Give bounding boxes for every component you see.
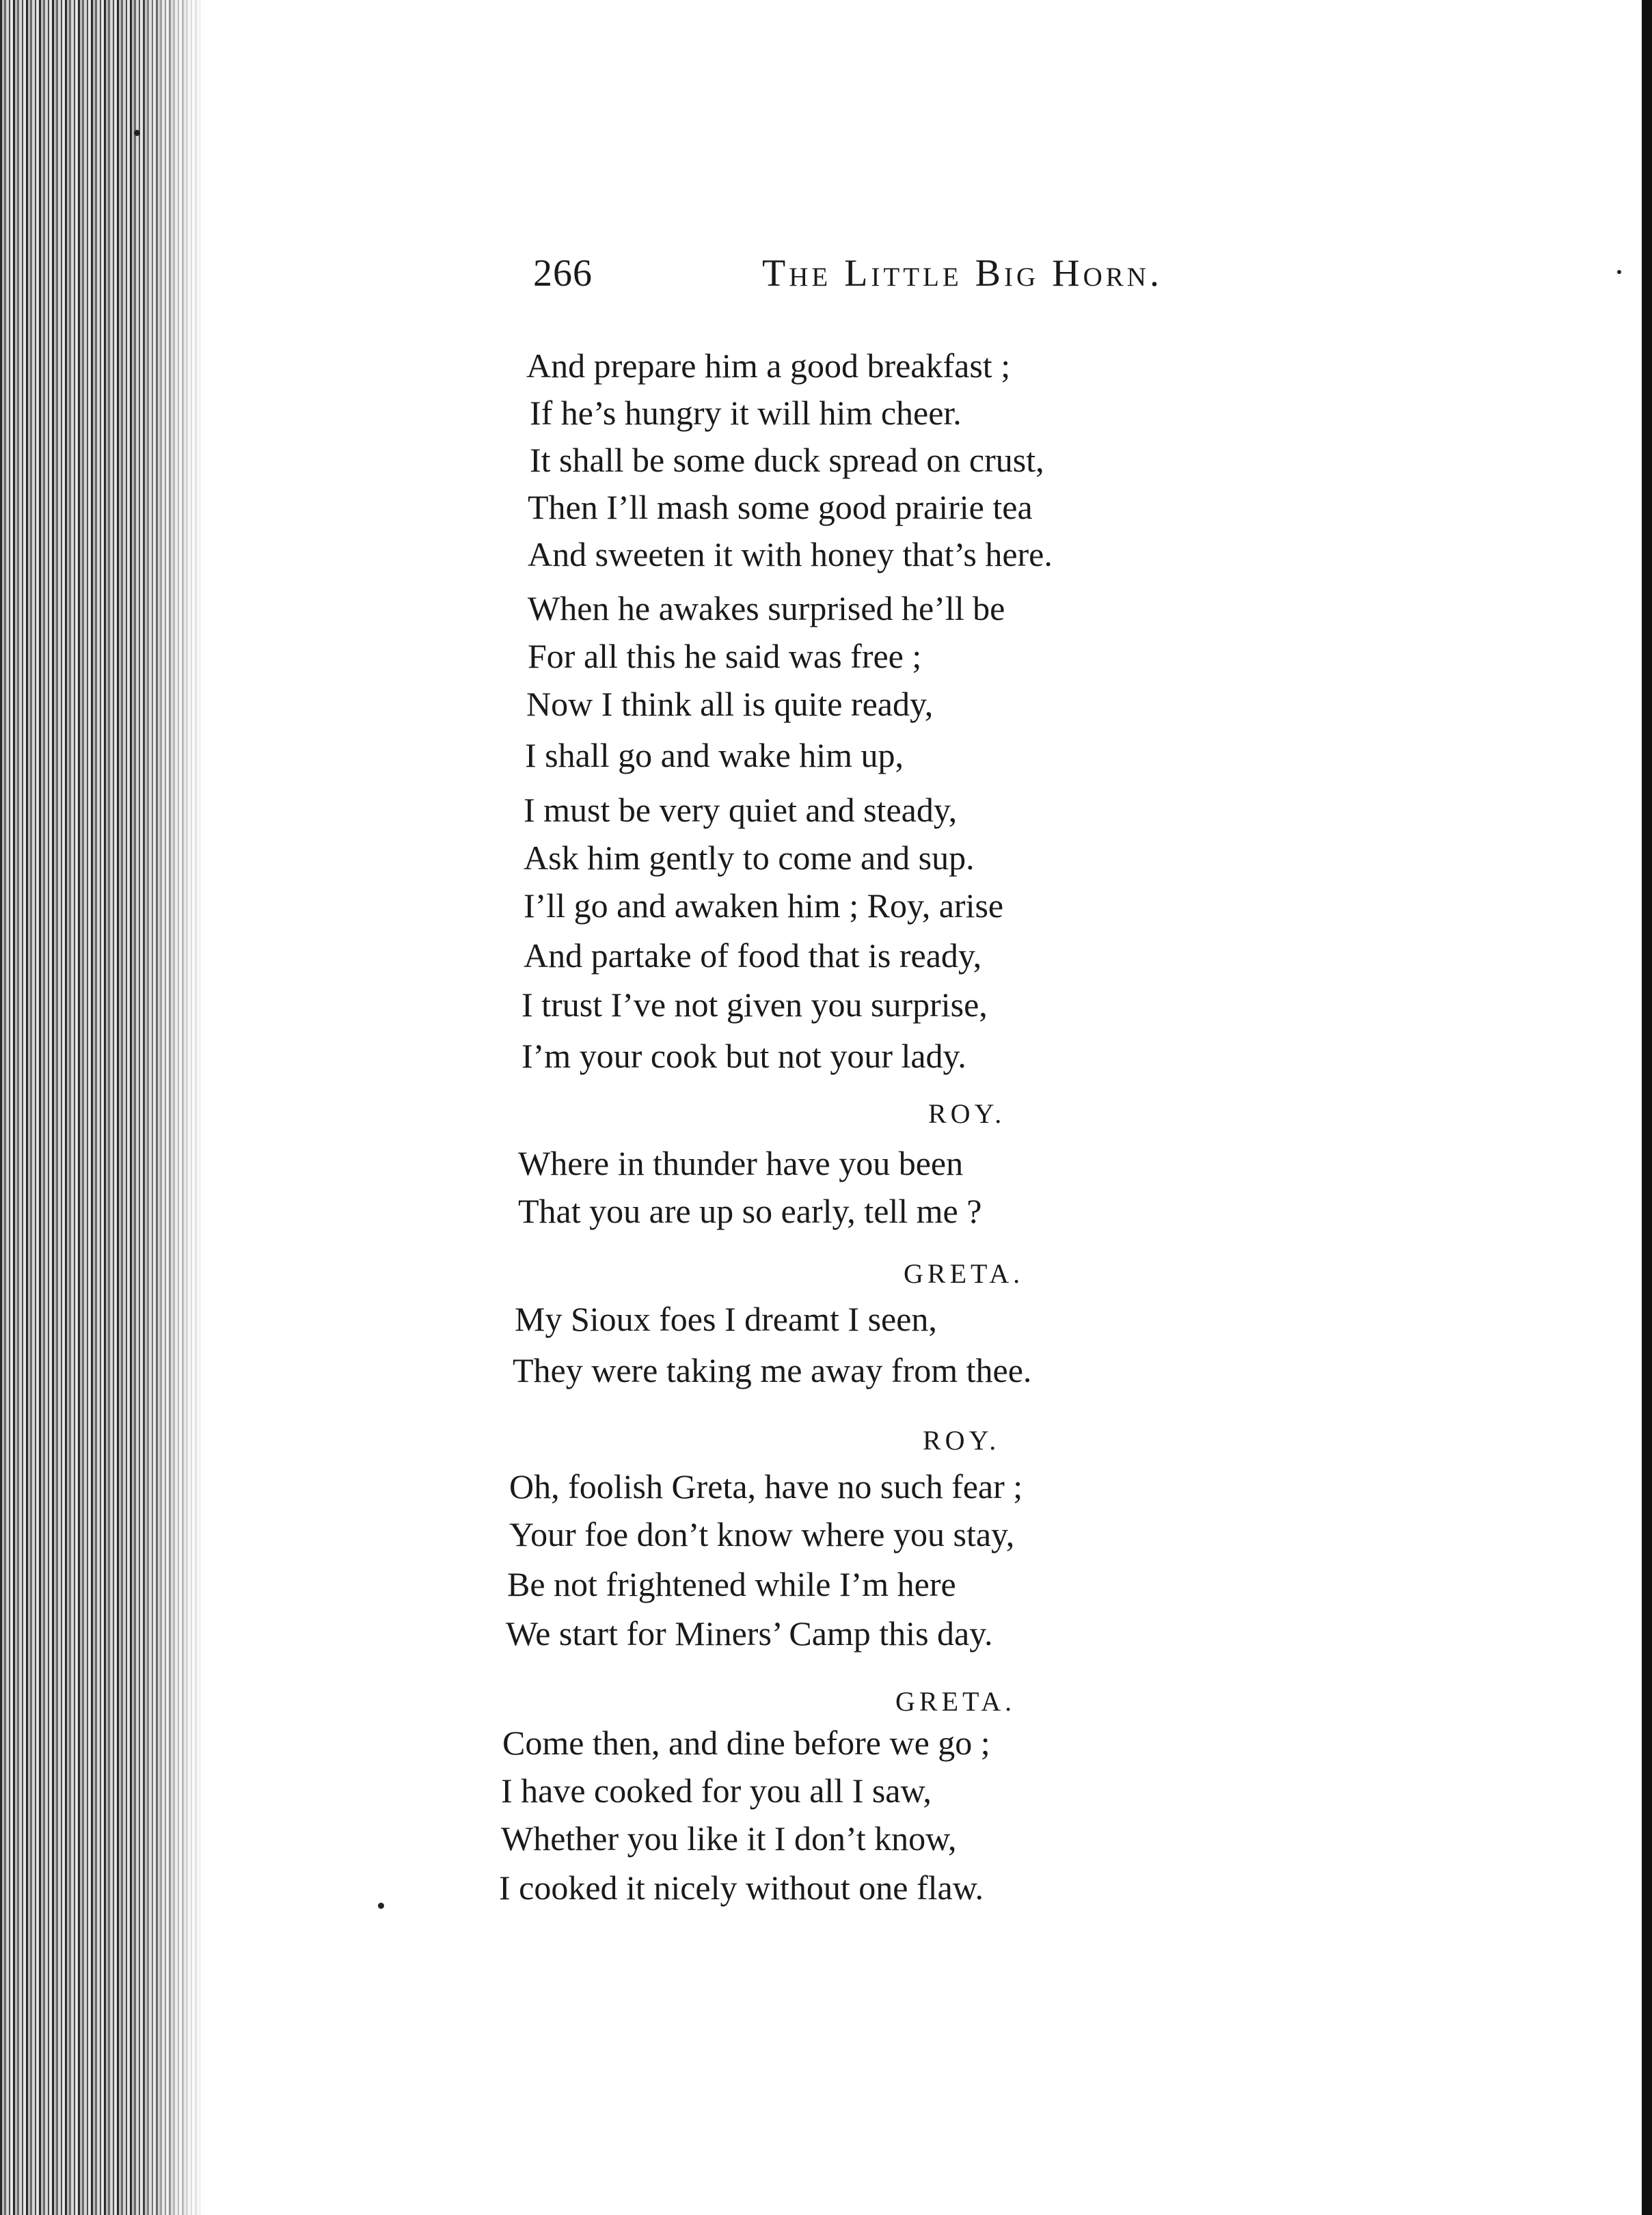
poem-line: Be not frightened while I’m here xyxy=(507,1565,956,1603)
poem-line: And partake of food that is ready, xyxy=(524,936,982,975)
poem-line: Then I’ll mash some good prairie tea xyxy=(528,488,1033,526)
poem-line: For all this he said was free ; xyxy=(528,637,922,675)
poem-line: Now I think all is quite ready, xyxy=(526,685,934,723)
poem-line: That you are up so early, tell me ? xyxy=(518,1192,982,1230)
poem-line: We start for Miners’ Camp this day. xyxy=(506,1614,993,1653)
page-number: 266 xyxy=(533,252,593,295)
poem-line: I shall go and wake him up, xyxy=(525,736,904,774)
speaker-name: ROY. xyxy=(923,1425,1001,1456)
poem-line: And prepare him a good breakfast ; xyxy=(526,346,1011,385)
speaker-name: GRETA. xyxy=(904,1258,1025,1289)
poem-line: They were taking me away from thee. xyxy=(513,1351,1032,1389)
poem-line: When he awakes surprised he’ll be xyxy=(528,589,1005,627)
poem-line: If he’s hungry it will him cheer. xyxy=(530,394,962,432)
poem-line: I’m your cook but not your lady. xyxy=(522,1037,966,1075)
poem-line: Your foe don’t know where you stay, xyxy=(509,1515,1015,1553)
poem-line: Come then, and dine before we go ; xyxy=(502,1724,990,1762)
poem-line: I have cooked for you all I saw, xyxy=(501,1771,932,1810)
poem-line: And sweeten it with honey that’s here. xyxy=(528,535,1053,573)
poem-line: I must be very quiet and steady, xyxy=(524,791,958,829)
poem-line: My Sioux foes I dreamt I seen, xyxy=(515,1300,937,1338)
poem-line: Whether you like it I don’t know, xyxy=(501,1819,957,1858)
poem-line: Where in thunder have you been xyxy=(518,1144,964,1182)
speaker-name: ROY. xyxy=(928,1098,1006,1129)
poem-line: I’ll go and awaken him ; Roy, arise xyxy=(524,886,1004,925)
poem-line: Oh, foolish Greta, have no such fear ; xyxy=(509,1467,1023,1506)
speaker-name: GRETA. xyxy=(895,1686,1016,1717)
poem-line: It shall be some duck spread on crust, xyxy=(530,441,1044,479)
poem-line: I cooked it nicely without one flaw. xyxy=(499,1869,984,1907)
poem-line: I trust I’ve not given you surprise, xyxy=(522,986,988,1024)
poem-line: Ask him gently to come and sup. xyxy=(524,839,975,877)
running-title: The Little Big Horn. xyxy=(762,252,1163,295)
